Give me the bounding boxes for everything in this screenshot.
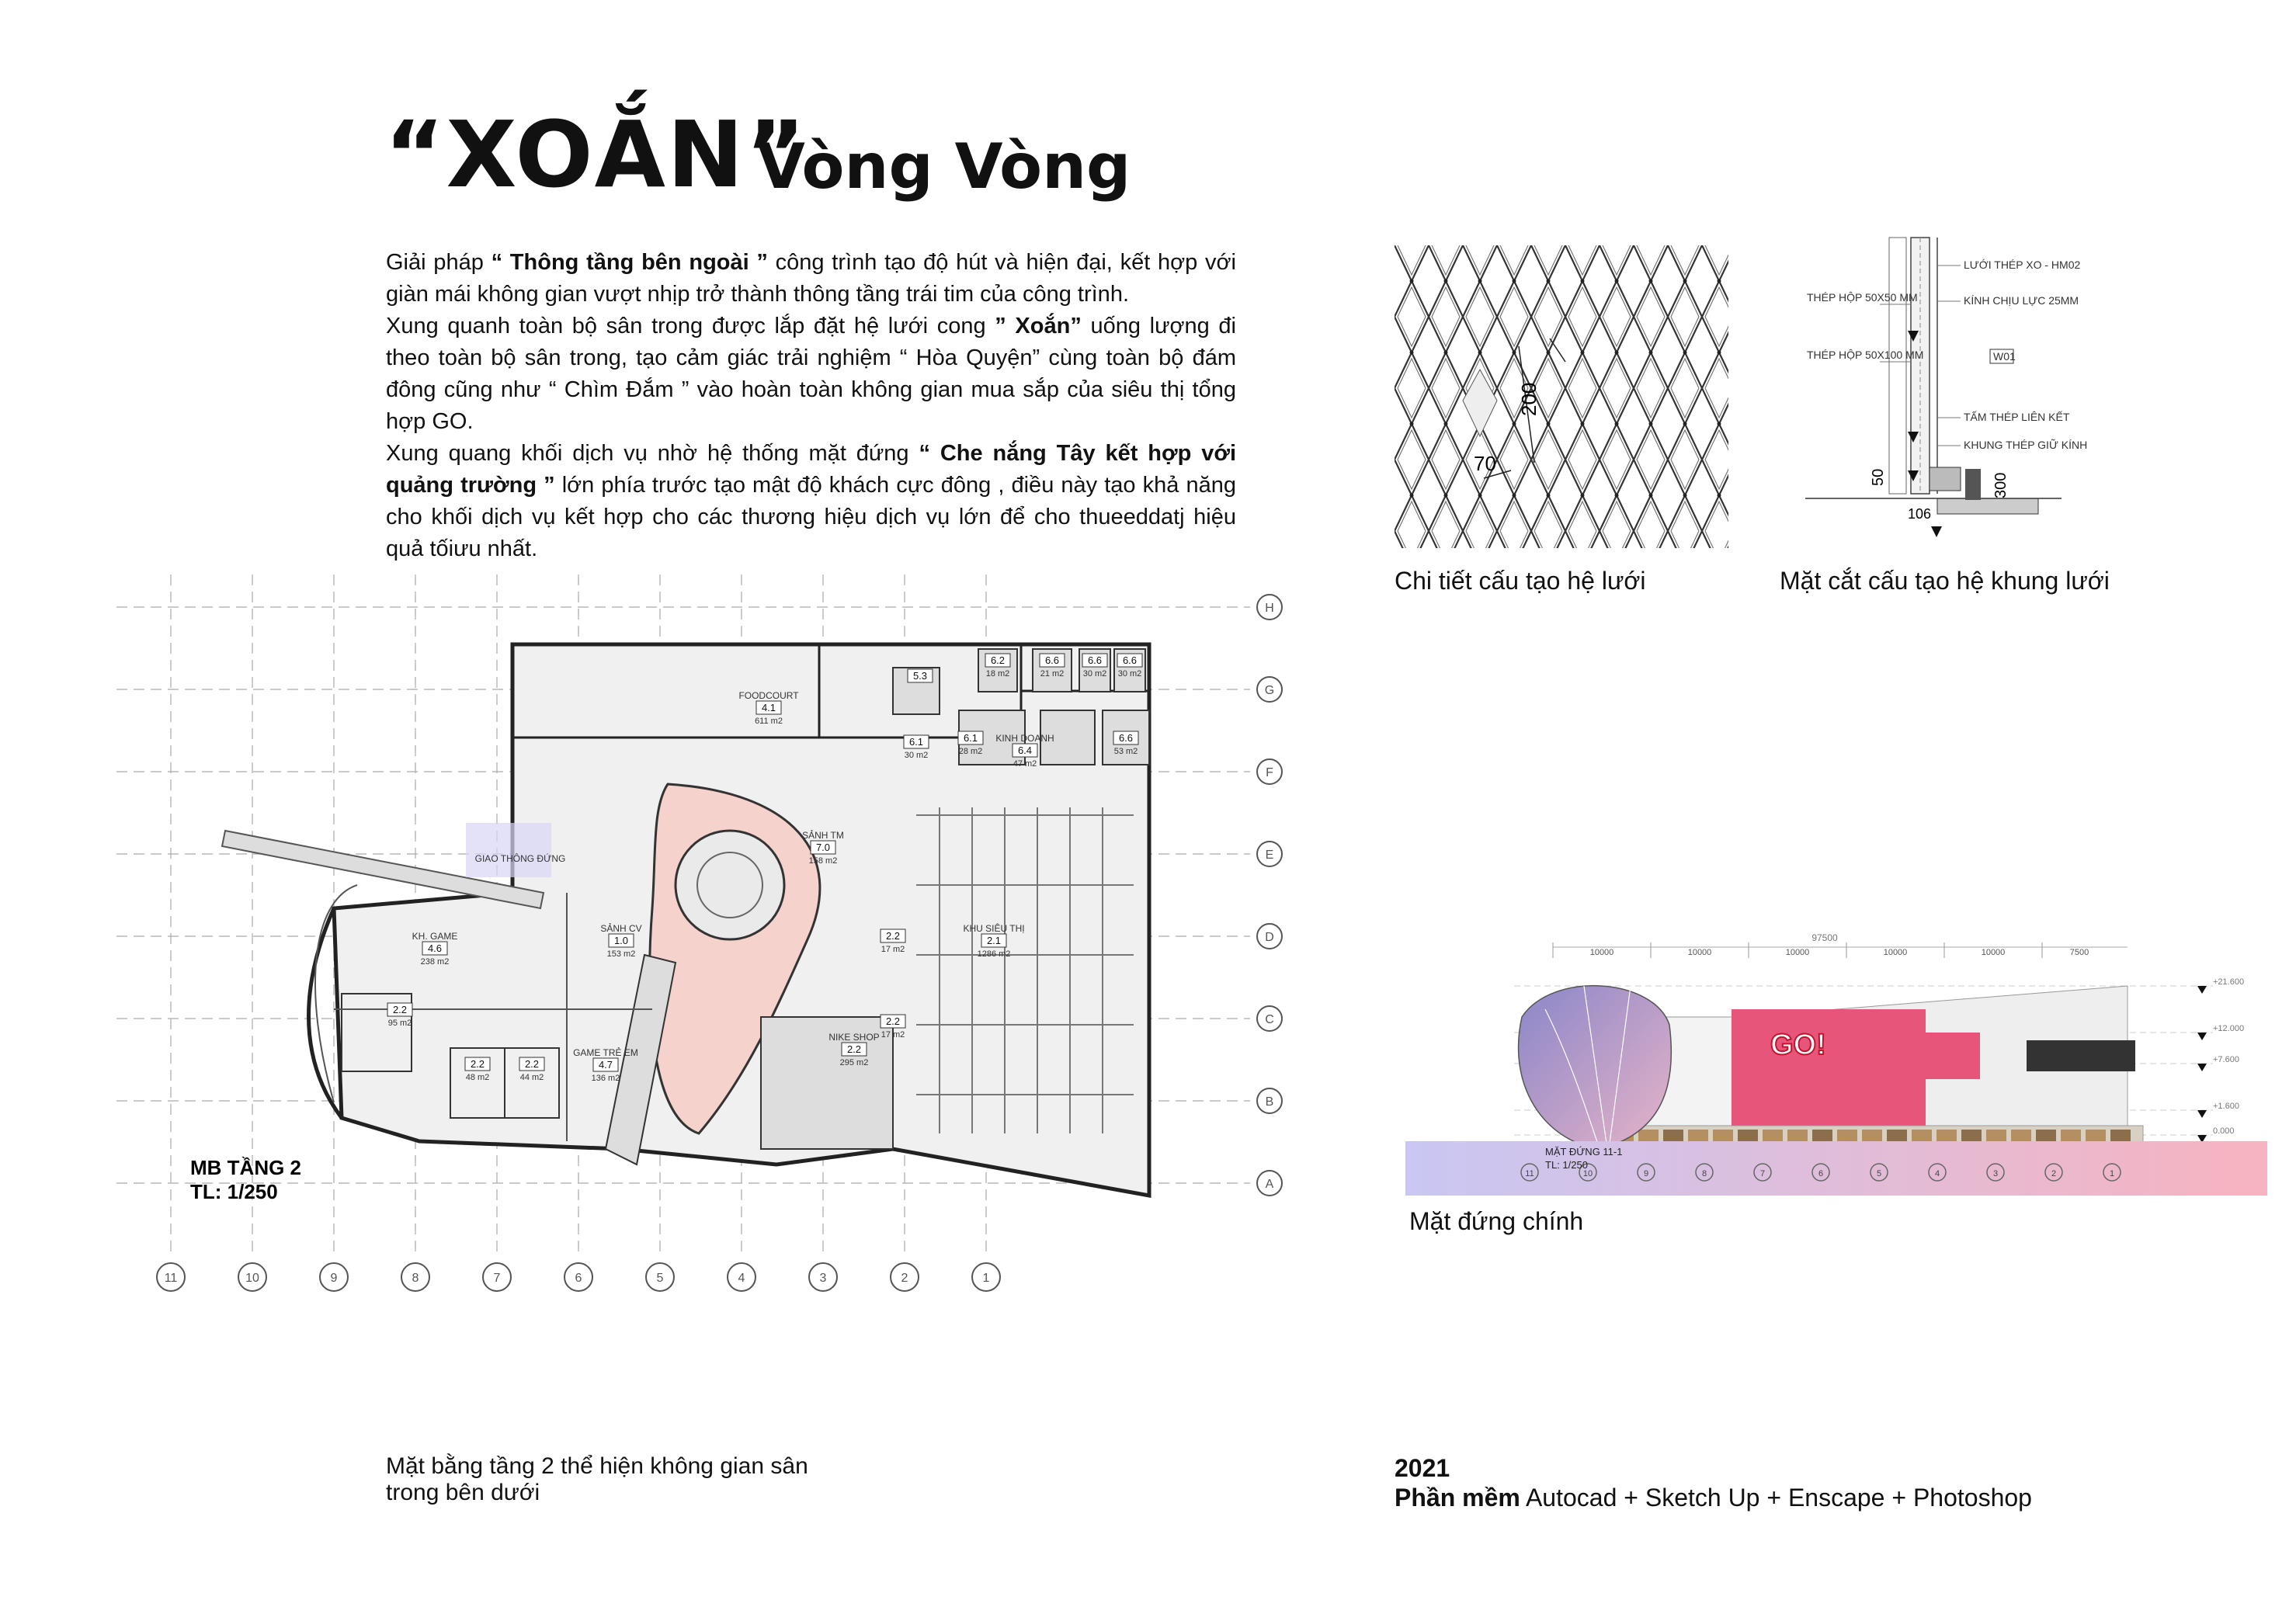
atrium-core [676, 831, 784, 939]
room-label [1113, 731, 1138, 756]
svg-text:5: 5 [1876, 1169, 1882, 1178]
svg-text:6.2: 6.2 [990, 654, 1006, 666]
svg-text:30 m2: 30 m2 [1117, 669, 1142, 679]
svg-text:153 m2: 153 m2 [606, 949, 636, 959]
svg-text:47 m2: 47 m2 [1013, 759, 1037, 769]
svg-text:53 m2: 53 m2 [1113, 747, 1138, 756]
svg-text:295 m2: 295 m2 [839, 1058, 869, 1067]
svg-text:D: D [1265, 931, 1274, 944]
intro-p2-c: uống lượng đi theo toàn bộ sân trong, tạo cảm giác trải nghiệm “ Hòa Quyện” cùng toàn bộ đám đông cũng như “ Chìm Đắm ” vào hoàn toàn không gian mua sắp của siêu thị tổng hợp GO. [386, 314, 1236, 434]
intro-paragraph-3 [386, 438, 1236, 565]
dim-50-label: 50 [1870, 468, 1887, 486]
credits [1395, 1453, 2032, 1512]
svg-text:48 m2: 48 m2 [465, 1073, 490, 1082]
svg-text:10000: 10000 [1785, 948, 1810, 957]
svg-text:1286 m2: 1286 m2 [977, 949, 1011, 959]
grid-row-bubble-G [1257, 677, 1282, 702]
intro-p2-a: Xung quanh toàn bộ sân trong được lắp đặt hệ lưới cong [386, 314, 995, 338]
svg-text:10000: 10000 [1883, 948, 1908, 957]
svg-text:18 m2: 18 m2 [985, 669, 1010, 679]
room-label [908, 669, 933, 682]
grid-row-bubble-B [1257, 1088, 1282, 1113]
svg-text:30 m2: 30 m2 [904, 751, 929, 760]
section-label-6: TẤM THÉP LIÊN KẾT [1964, 411, 2070, 423]
svg-text:+7.600: +7.600 [2213, 1055, 2239, 1064]
floor-plan-drawing [109, 574, 1320, 1320]
svg-text:4: 4 [738, 1272, 745, 1285]
svg-text:2.2: 2.2 [470, 1058, 485, 1070]
svg-text:2.2: 2.2 [846, 1043, 862, 1055]
caption-section-detail: Mặt cắt cấu tạo hệ khung lưới [1780, 567, 2110, 595]
grid-row-bubble-F [1257, 759, 1282, 784]
svg-text:0.000: 0.000 [2213, 1126, 2235, 1136]
svg-text:17 m2: 17 m2 [881, 1030, 905, 1040]
svg-text:9: 9 [330, 1272, 338, 1285]
svg-text:6: 6 [1818, 1169, 1824, 1178]
section-label-2: KÍNH CHỊU LỰC 25MM [1964, 294, 2079, 307]
svg-text:KH. GAME: KH. GAME [412, 931, 458, 942]
grid-row-bubble-A [1257, 1171, 1282, 1196]
svg-text:1.0: 1.0 [613, 935, 629, 946]
elevation-span-dim [2042, 942, 2089, 958]
intro-p3-c: lớn phía trước tạo mật độ khách cực đông , điều này tạo khả năng cho khối dịch vụ kết hợp cho các thương hiệu dịch vụ lớn để cho thueeddatj hiệu quả tốiưu nhất. [386, 473, 1236, 561]
svg-text:6.1: 6.1 [908, 736, 924, 748]
room-label [881, 1015, 905, 1040]
room-label [904, 735, 929, 760]
elevation-span-dim [1749, 942, 1809, 958]
room-label [881, 929, 905, 954]
svg-text:5: 5 [656, 1272, 664, 1285]
svg-text:6.4: 6.4 [1017, 745, 1033, 756]
svg-text:8: 8 [1701, 1169, 1707, 1178]
room-label [1082, 654, 1107, 679]
svg-text:2: 2 [2051, 1169, 2057, 1178]
svg-text:30 m2: 30 m2 [1082, 669, 1107, 679]
svg-text:+21.600: +21.600 [2213, 977, 2245, 987]
svg-text:136 m2: 136 m2 [591, 1074, 620, 1083]
room-label [465, 1057, 490, 1082]
svg-text:FOODCOURT: FOODCOURT [738, 690, 799, 701]
grid-col-bubble-7 [483, 1263, 511, 1291]
svg-text:5.3: 5.3 [912, 670, 928, 682]
room-label [985, 654, 1010, 679]
svg-text:4: 4 [1934, 1169, 1940, 1178]
svg-text:158 m2: 158 m2 [808, 856, 838, 866]
grid-col-bubble-5 [646, 1263, 674, 1291]
svg-text:8: 8 [412, 1272, 419, 1285]
svg-text:4.7: 4.7 [598, 1059, 613, 1071]
svg-text:2: 2 [901, 1272, 908, 1285]
grid-col-bubble-1 [972, 1263, 1000, 1291]
svg-text:6.6: 6.6 [1122, 654, 1138, 666]
dim-200-label: 200 [1517, 382, 1541, 416]
svg-text:11: 11 [1525, 1169, 1534, 1178]
software-list: Autocad + Sketch Up + Enscape + Photoshop [1520, 1484, 2032, 1512]
mesh-detail-drawing [1395, 245, 1728, 548]
grid-col-bubble-8 [401, 1263, 429, 1291]
room-label [519, 1057, 544, 1082]
svg-text:10: 10 [245, 1272, 259, 1285]
dim-300-label: 300 [1992, 472, 2009, 498]
svg-text:4.6: 4.6 [427, 942, 443, 954]
svg-text:A: A [1265, 1178, 1274, 1191]
svg-text:17 m2: 17 m2 [881, 945, 905, 954]
intro-p3-a: Xung quang khối dịch vụ nhờ hệ thống mặt đứng [386, 441, 919, 466]
svg-text:NIKE SHOP: NIKE SHOP [828, 1032, 880, 1043]
svg-text:2.2: 2.2 [392, 1004, 408, 1015]
year: 2021 [1395, 1454, 1450, 1482]
elevation-span-dim [1944, 942, 2005, 958]
svg-text:10000: 10000 [1981, 948, 2006, 957]
svg-text:6.6: 6.6 [1044, 654, 1060, 666]
svg-text:6.1: 6.1 [963, 732, 978, 744]
svg-text:6.6: 6.6 [1118, 732, 1134, 744]
intro-p3-bold: “ Che nắng Tây kết hợp với quảng trường ” [386, 441, 1236, 498]
elevation-title: MẶT ĐỨNG 11-1 [1545, 1146, 1623, 1158]
svg-text:+12.000: +12.000 [2213, 1024, 2245, 1033]
svg-text:H: H [1265, 602, 1274, 615]
section-label-1: LƯỚI THÉP XO - HM02 [1964, 259, 2081, 271]
svg-text:2.2: 2.2 [524, 1058, 540, 1070]
svg-text:95 m2: 95 m2 [387, 1019, 412, 1028]
svg-text:GIAO THÔNG ĐỨNG: GIAO THÔNG ĐỨNG [474, 853, 566, 864]
svg-text:SẢNH CV: SẢNH CV [600, 923, 642, 934]
intro-p1-c: công trình tạo độ hút và hiện đại, kết hợp với giàn mái không gian vượt nhịp trở thành thông tầng trái tim của công trình. [386, 250, 1236, 307]
elevation-span-dim [1651, 942, 1711, 958]
room-label [1117, 654, 1142, 679]
dim-70-label: 70 [1474, 452, 1496, 475]
grid-col-bubble-9 [320, 1263, 348, 1291]
svg-text:7.0: 7.0 [815, 842, 831, 853]
svg-text:+1.600: +1.600 [2213, 1102, 2239, 1111]
section-detail-drawing [1805, 238, 2088, 556]
elevation-drawing [1405, 932, 2267, 1196]
grid-col-bubble-2 [891, 1263, 919, 1291]
elevation-total-dim: 97500 [1811, 932, 1838, 943]
svg-text:4.1: 4.1 [761, 702, 776, 713]
svg-text:6: 6 [575, 1272, 582, 1285]
grid-row-bubble-E [1257, 842, 1282, 866]
software-label: Phần mềm [1395, 1484, 1520, 1512]
svg-text:3: 3 [819, 1272, 827, 1285]
caption-floor-plan: Mặt bằng tầng 2 thể hiện không gian sân trong bên dưới [386, 1453, 808, 1505]
grid-col-bubble-10 [238, 1263, 266, 1291]
svg-text:10000: 10000 [1687, 948, 1712, 957]
plan-title: MB TẦNG 2 [190, 1156, 301, 1179]
svg-text:2.2: 2.2 [885, 930, 901, 942]
svg-text:3: 3 [1992, 1169, 1999, 1178]
caption-elevation: Mặt đứng chính [1409, 1207, 1584, 1235]
section-label-5: W01 [1993, 350, 2016, 363]
intro-paragraph-2 [386, 311, 1236, 438]
grid-row-bubble-D [1257, 924, 1282, 949]
svg-text:KHU SIÊU THỊ: KHU SIÊU THỊ [963, 923, 1025, 934]
svg-text:F: F [1266, 766, 1273, 779]
grid-col-bubble-4 [728, 1263, 755, 1291]
brand-logo: GO! [1770, 1029, 1826, 1061]
svg-text:7: 7 [1759, 1169, 1766, 1178]
grid-col-bubble-3 [809, 1263, 837, 1291]
grid-col-bubble-11 [157, 1263, 185, 1291]
svg-text:G: G [1264, 684, 1275, 697]
ground-stripe [1405, 1141, 2267, 1196]
svg-text:7: 7 [493, 1272, 501, 1285]
page-title: “XOẮN” [384, 101, 808, 208]
intro-p2-bold: ” Xoắn” [995, 314, 1082, 338]
grid-row-bubble-C [1257, 1006, 1282, 1031]
room-label [958, 731, 983, 756]
pink-facade [1732, 1009, 1926, 1126]
elevation-scale: TL: 1/250 [1545, 1159, 1588, 1171]
svg-text:9: 9 [1643, 1169, 1649, 1178]
section-label-3: THÉP HỘP 50X50 MM [1807, 291, 1918, 304]
intro-paragraph-1 [386, 247, 1236, 311]
page-subtitle: Vòng Vòng [757, 130, 1131, 203]
intro-p1-bold: “ Thông tầng bên ngoài ” [491, 250, 768, 275]
svg-text:21 m2: 21 m2 [1040, 669, 1065, 679]
room-label [475, 852, 566, 864]
svg-text:B: B [1265, 1095, 1274, 1109]
svg-text:6.6: 6.6 [1087, 654, 1103, 666]
dim-106-label: 106 [1908, 506, 1932, 522]
svg-text:1: 1 [2109, 1169, 2115, 1178]
svg-text:2.2: 2.2 [885, 1015, 901, 1027]
intro-text [386, 247, 1236, 565]
grid-col-bubble-6 [564, 1263, 592, 1291]
svg-text:2.1: 2.1 [986, 935, 1002, 946]
plan-scale: TL: 1/250 [190, 1180, 278, 1203]
svg-text:44 m2: 44 m2 [519, 1073, 544, 1082]
svg-text:SẢNH TM: SẢNH TM [802, 830, 844, 841]
svg-text:KINH DOANH: KINH DOANH [995, 733, 1054, 744]
svg-text:10: 10 [1582, 1169, 1593, 1178]
svg-text:611 m2: 611 m2 [755, 717, 783, 726]
svg-text:238 m2: 238 m2 [420, 957, 450, 967]
svg-text:10000: 10000 [1589, 948, 1614, 957]
svg-text:28 m2: 28 m2 [958, 747, 983, 756]
section-label-7: KHUNG THÉP GIỮ KÍNH [1964, 439, 2088, 451]
intro-p1-a: Giải pháp [386, 250, 492, 275]
caption-mesh-detail: Chi tiết cấu tạo hệ lưới [1395, 567, 1646, 595]
room-label [1040, 654, 1065, 679]
svg-text:1: 1 [982, 1272, 990, 1285]
svg-text:GAME TRẺ EM: GAME TRẺ EM [573, 1047, 638, 1058]
elevation-span-dim [1553, 942, 1613, 958]
svg-text:E: E [1265, 849, 1274, 862]
room-label [387, 1003, 412, 1028]
section-label-4: THÉP HỘP 50X100 MM [1807, 349, 1924, 361]
grid-row-bubble-H [1257, 595, 1282, 620]
svg-text:11: 11 [164, 1272, 178, 1285]
elevation-span-dim [1846, 942, 1907, 958]
svg-text:7500: 7500 [2069, 948, 2089, 957]
svg-text:C: C [1265, 1013, 1274, 1026]
